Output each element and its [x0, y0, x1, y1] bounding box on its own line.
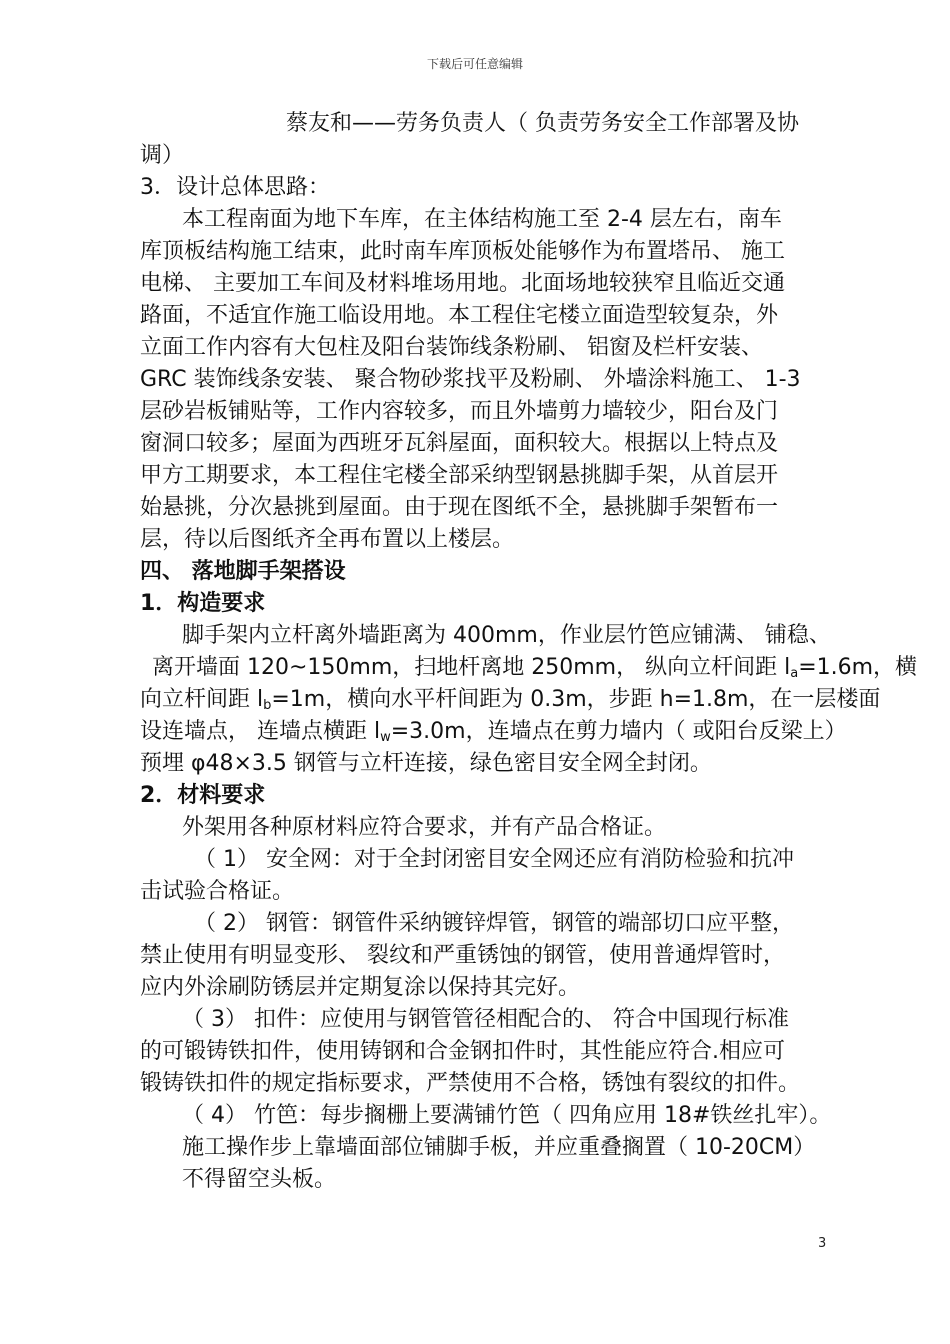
text-line: 甲方工期要求，本工程住宅楼全部采纳型钢悬挑脚手架，从首层开 [140, 463, 779, 488]
text-line [140, 652, 918, 684]
text-run: =1m，横向水平杆间距为 0.3m，步距 h=1.8m，在一层楼面 [271, 687, 881, 712]
page-header: 下载后可任意编辑 [426, 57, 523, 71]
text-run: 离开墙面 120~150mm，扫地杆离地 250mm， 纵向立杆间距 l [152, 655, 791, 680]
text-line: 预埋 φ48×3.5 钢管与立杆连接，绿色密目安全网全封闭。 [140, 751, 712, 776]
document-body [140, 108, 918, 1196]
text-line: 脚手架内立杆离外墙距离为 400mm，作业层竹笆应铺满、 铺稳、 [182, 623, 831, 648]
page-number: 3 [818, 1236, 827, 1251]
text-line: GRC 装饰线条安装、 聚合物砂浆找平及粉刷、 外墙涂料施工、 1-3 [140, 367, 801, 392]
text-line [140, 684, 881, 716]
text-line: 的可锻铸铁扣件，使用铸钢和合金钢扣件时，其性能应符合.相应可 [140, 1039, 785, 1064]
text-line: 不得留空头板。 [182, 1167, 337, 1192]
text-line: 调） [140, 143, 185, 168]
subscript: a [790, 666, 799, 681]
text-line: 应内外涂刷防锈层并定期复涂以保持其完好。 [140, 975, 581, 1000]
text-line: （ 2） 钢管：钢管件采纳镀锌焊管，钢管的端部切口应平整， [194, 911, 794, 936]
section-heading: 1．构造要求 [140, 591, 266, 616]
subscript: w [380, 730, 391, 745]
text-line: 层，待以后图纸齐全再布置以上楼层。 [140, 527, 515, 552]
text-line: 蔡友和——劳务负责人（ 负责劳务安全工作部署及协 [286, 111, 799, 136]
text-line: 库顶板结构施工结束，此时南车库顶板处能够作为布置塔吊、 施工 [140, 239, 785, 264]
chapter-heading: 四、 落地脚手架搭设 [140, 559, 346, 584]
text-line: 立面工作内容有大包柱及阳台装饰线条粉刷、 铝窗及栏杆安装、 [140, 335, 763, 360]
text-run: =3.0m，连墙点在剪力墙内（ 或阳台反梁上） [390, 719, 847, 744]
text-line: 始悬挑，分次悬挑到屋面。由于现在图纸不全，悬挑脚手架暂布一 [140, 495, 779, 520]
text-line: 层砂岩板铺贴等，工作内容较多，而且外墙剪力墙较少，阳台及门 [140, 399, 779, 424]
subscript: b [263, 698, 272, 713]
text-line: 本工程南面为地下车库，在主体结构施工至 2-4 层左右，南车 [182, 207, 782, 232]
text-line: 击试验合格证。 [140, 879, 295, 904]
section-heading: 3．设计总体思路： [140, 175, 330, 200]
text-line: （ 4） 竹笆：每步搁栅上要满铺竹笆（ 四角应用 18#铁丝扎牢）。 [182, 1103, 832, 1128]
text-line: 电梯、 主要加工车间及材料堆场用地。北面场地较狭窄且临近交通 [140, 271, 785, 296]
section-heading: 2．材料要求 [140, 783, 266, 808]
text-line: 施工操作步上靠墙面部位铺脚手板，并应重叠搁置（ 10-20CM） [182, 1135, 816, 1160]
text-run: 设连墙点， 连墙点横距 l [140, 719, 381, 744]
text-run: 向立杆间距 l [140, 687, 264, 712]
text-line [140, 716, 847, 748]
text-line: 锻铸铁扣件的规定指标要求，严禁使用不合格，锈蚀有裂纹的扣件。 [140, 1071, 801, 1096]
text-line: 窗洞口较多；屋面为西班牙瓦斜屋面，面积较大。根据以上特点及 [140, 431, 779, 456]
text-line: 外架用各种原材料应符合要求，并有产品合格证。 [182, 815, 667, 840]
text-line: （ 1） 安全网：对于全封闭密目安全网还应有消防检验和抗冲 [194, 847, 794, 872]
text-line: 路面，不适宜作施工临设用地。本工程住宅楼立面造型较复杂，外 [140, 303, 779, 328]
text-run: =1.6m，横 [798, 655, 918, 680]
text-line: 禁止使用有明显变形、 裂纹和严重锈蚀的钢管，使用普通焊管时， [140, 943, 785, 968]
text-line: （ 3） 扣件：应使用与钢管管径相配合的、 符合中国现行标准 [182, 1007, 789, 1032]
